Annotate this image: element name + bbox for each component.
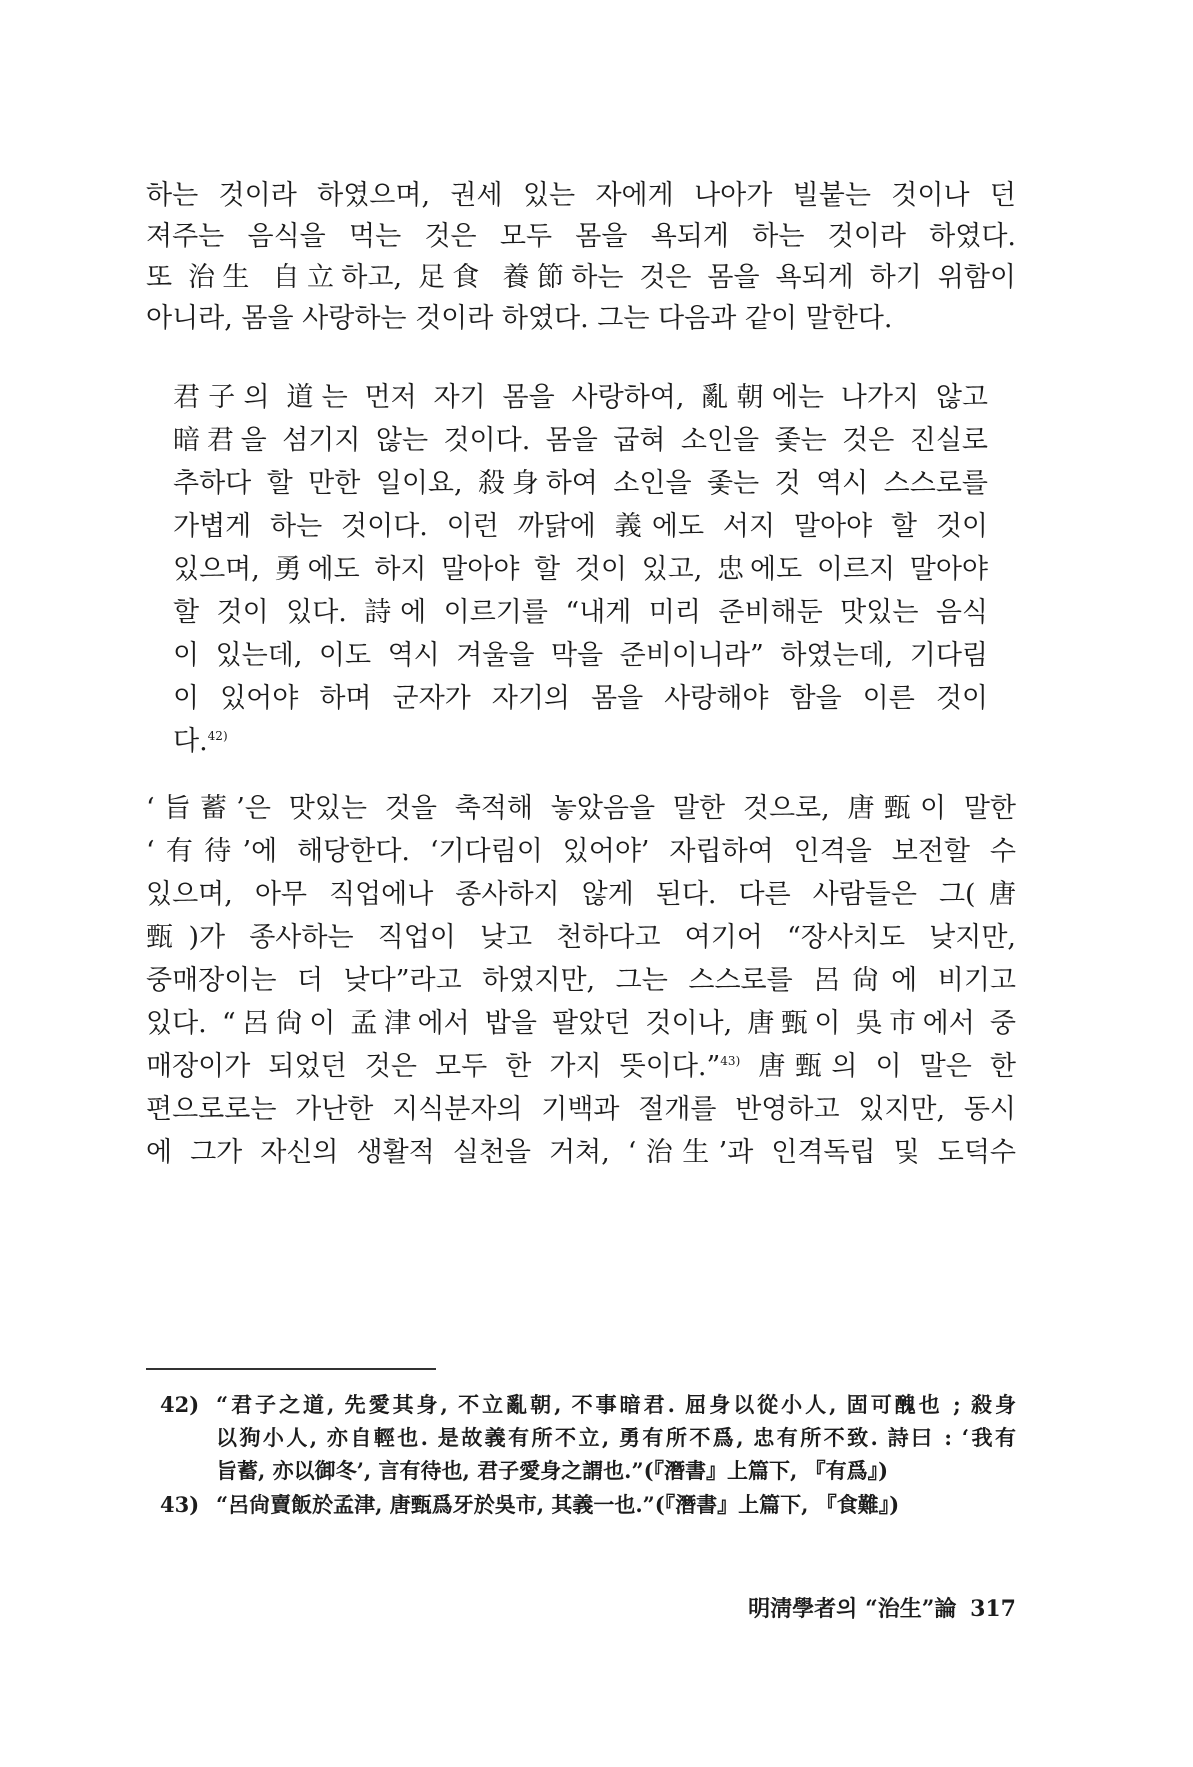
footnote-divider [146, 1368, 436, 1370]
body-line: ‘有待’에 해당한다. ‘기다림이 있어야’ 자립하여 인격을 보전할 수 [146, 836, 1016, 867]
page-number: 317 [970, 1596, 1016, 1622]
quote-last-line [173, 720, 988, 764]
quote-line: 있으며, 勇에도 하지 말아야 할 것이 있고, 忠에도 이르지 말아야 [173, 554, 988, 585]
body-line-with-ref [146, 1045, 1016, 1089]
body-line: 중매장이는 더 낮다”라고 하였지만, 그는 스스로를 呂尙에 비기고 [146, 965, 1016, 996]
body-line: ‘旨蓄’은 맛있는 것을 축적해 놓았음을 말한 것으로, 唐甄이 말한 [146, 793, 1016, 824]
body-line: 져주는 음식을 먹는 것은 모두 몸을 욕되게 하는 것이라 하였다. [146, 221, 1016, 252]
body-line: 또 治生 自立하고, 足食 養節하는 것은 몸을 욕되게 하기 위함이 [146, 262, 1016, 293]
quote-line: 추하다 할 만한 일이요, 殺身하여 소인을 좇는 것 역시 스스로를 [173, 468, 988, 499]
running-footer [742, 1592, 1016, 1623]
footnote-ref-43[interactable]: 43) [720, 1054, 741, 1068]
quote-line: 할 것이 있다. 詩에 이르기를 “내게 미리 준비해둔 맛있는 음식 [173, 597, 988, 628]
quote-line: 君子의 道는 먼저 자기 몸을 사랑하여, 亂朝에는 나가지 않고 [173, 382, 988, 413]
body-line: 있으며, 아무 직업에나 종사하지 않게 된다. 다른 사람들은 그(唐 [146, 879, 1016, 910]
footnote-42-line: “君子之道, 先愛其身, 不立亂朝, 不事暗君. 屈身以從小人, 固可醜也 ; 殺身 [216, 1392, 1016, 1417]
footnote-number: 43) [160, 1492, 200, 1517]
footnote-42-line: 以狗小人, 亦自輕也. 是故義有所不立, 勇有所不爲, 忠有所不致. 詩曰 : ‘我有 [216, 1425, 1016, 1450]
quote-last-text: 다. [173, 726, 208, 757]
body-line: 편으로로는 가난한 지식분자의 기백과 절개를 반영하고 있지만, 동시 [146, 1094, 1016, 1125]
footnote-number: 42) [160, 1392, 200, 1417]
body-line: 하는 것이라 하였으며, 권세 있는 자에게 나아가 빌붙는 것이나 던 [146, 180, 1016, 211]
quote-line: 가볍게 하는 것이다. 이런 까닭에 義에도 서지 말아야 할 것이 [173, 511, 988, 542]
footnote-42-line: 旨蓄, 亦以御冬’, 言有待也, 君子愛身之謂也.”(『潛書』上篇下, 『有爲』) [216, 1458, 889, 1483]
footnote-ref-42[interactable]: 42) [207, 729, 228, 743]
running-title: 明淸學者의 “治生”論 [748, 1596, 957, 1622]
body-line: 아니라, 몸을 사랑하는 것이라 하였다. 그는 다음과 같이 말한다. [146, 303, 893, 334]
body-line: 甄)가 종사하는 직업이 낮고 천하다고 여기어 “장사치도 낮지만, [146, 922, 1016, 953]
body-text: 매장이가 되었던 것은 모두 한 가지 뜻이다.” [146, 1051, 721, 1082]
body-text: 唐甄의 이 말은 한 [740, 1051, 1016, 1082]
body-line: 에 그가 자신의 생활적 실천을 거쳐, ‘治生’과 인격독립 및 도덕수 [146, 1137, 1016, 1168]
footnote-43-text: “呂尙賣飯於孟津, 唐甄爲牙於吳市, 其義一也.”(『潛書』上篇下, 『食難』) [216, 1492, 900, 1517]
quote-line: 이 있어야 하며 군자가 자기의 몸을 사랑해야 함을 이른 것이 [173, 683, 988, 714]
quote-line: 이 있는데, 이도 역시 겨울을 막을 준비이니라” 하였는데, 기다림 [173, 640, 988, 671]
quote-line: 暗君을 섬기지 않는 것이다. 몸을 굽혀 소인을 좇는 것은 진실로 [173, 425, 988, 456]
body-line: 있다. “呂尙이 孟津에서 밥을 팔았던 것이나, 唐甄이 吳市에서 중 [146, 1008, 1016, 1039]
